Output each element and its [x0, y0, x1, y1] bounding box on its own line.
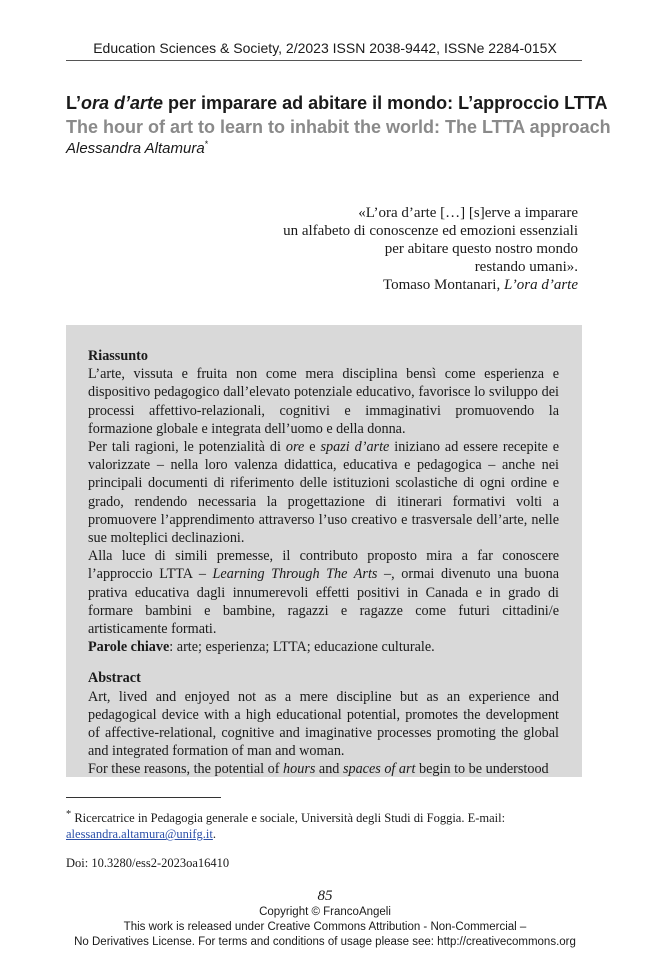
- text-run-italic: Learning Through The Arts: [212, 566, 378, 583]
- epigraph-line: restando umani».: [474, 259, 578, 275]
- keywords-line: [88, 638, 559, 656]
- doi: Doi: 10.3280/ess2-2023oa16410: [66, 856, 230, 870]
- text-run-italic: hours: [283, 761, 316, 778]
- author-name: Alessandra Altamura: [66, 140, 205, 157]
- page-number: 85: [317, 888, 333, 904]
- footnote: [66, 807, 582, 842]
- copyright-notice: [0, 905, 650, 950]
- title-italic-phrase: ora d’arte: [81, 93, 164, 113]
- riassunto-heading: Riassunto: [88, 348, 148, 364]
- title-rest: per imparare ad abitare il mondo: L’approccio LTTA: [163, 93, 608, 113]
- text-run: –, ormai divenuto una buona prativa educativa dagli innumerevoli effetti positivi in Canada e in grado di formare bambini e bambine, ragazzi e ragazze come futuri cittadini/e artisticamente formati.: [88, 566, 559, 638]
- keywords-label: Parole chiave: [88, 639, 170, 656]
- epigraph: [283, 204, 578, 294]
- article-title-english: The hour of art to learn to inhabit the world: The LTTA approach: [66, 117, 611, 137]
- epigraph-line: «L’ora d’arte […] [s]erve a imparare: [358, 205, 578, 221]
- abstract-heading: Abstract: [88, 670, 141, 687]
- riassunto-paragraph: L’arte, vissuta e fruita non come mera disciplina bensì come esperienza e dispositivo pedagogico dall’elevato potenziale educativo, favorisce lo sviluppo dei processi affettivo-relazionali, cognitivi e immaginativi promuovendo la formazione globale e integrata dell’uomo e della donna.: [88, 366, 559, 437]
- epigraph-source-author: Tomaso Montanari,: [382, 277, 504, 293]
- text-run: and: [315, 761, 343, 778]
- text-run-italic: spaces of art: [342, 761, 416, 778]
- epigraph-line: per abitare questo nostro mondo: [384, 241, 578, 257]
- text-run-italic: spazi d’arte: [320, 439, 390, 456]
- license-line: No Derivatives License. For terms and conditions of usage please see: http://creativecommons.org: [74, 936, 576, 948]
- text-run: Alla luce di simili premesse, il contributo proposto mira a far conoscere l’approccio LTTA –: [88, 548, 559, 583]
- article-title-italian: [66, 93, 607, 114]
- author-footnote-mark: *: [204, 139, 209, 149]
- copyright-line: Copyright © FrancoAngeli: [259, 906, 391, 918]
- abstract-paragraph: Art, lived and enjoyed not as a mere discipline but as an experience and pedagogical device with a high educational potential, promotes the development of affective-relational, cognitive and imaginative processes promoting the global and integrated formation of man and woman.: [88, 688, 559, 760]
- journal-header: Education Sciences & Society, 2/2023 ISSN 2038-9442, ISSNe 2284-015X: [93, 40, 557, 56]
- title-prefix: L’: [66, 93, 82, 113]
- text-run: Per tali ragioni, le potenzialità di: [88, 439, 286, 456]
- keywords-list: : arte; esperienza; LTTA; educazione culturale.: [169, 639, 435, 656]
- license-line: This work is released under Creative Commons Attribution - Non-Commercial –: [123, 921, 527, 933]
- abstract-paragraph: [88, 760, 559, 778]
- text-run-italic: ore: [285, 439, 305, 456]
- abstract-content: [88, 347, 559, 779]
- footnote-mark: *: [66, 809, 72, 820]
- header-rule: [66, 60, 582, 61]
- footnote-rule: [66, 797, 221, 798]
- footnote-text: Ricercatrice in Pedagogia generale e sociale, Università degli Studi di Foggia. E-mail:: [71, 811, 506, 826]
- email-link[interactable]: alessandra.altamura@unifg.it: [66, 827, 213, 842]
- author-line: [66, 139, 208, 157]
- footnote-end: .: [212, 827, 216, 842]
- epigraph-source: [283, 276, 578, 294]
- epigraph-source-work: L’ora d’arte: [503, 277, 578, 293]
- text-run: iniziano ad essere recepite e valorizzate – nella loro valenza didattica, educativa e pedagogica – anche nei principali documenti di riferimento delle istituzioni scolastiche di ogni ordine e grado, rendendo necessaria la progettazione di itinerari formativi volti a promuovere l’apprendimento attraverso l’uso creativo e trasversale dell’arte, nelle sue molteplici declinazioni.: [88, 439, 559, 547]
- text-run: begin to be understood: [415, 761, 549, 778]
- riassunto-paragraph: [88, 438, 559, 547]
- text-run: For these reasons, the potential of: [88, 761, 284, 778]
- text-run: e: [304, 439, 321, 456]
- epigraph-line: un alfabeto di conoscenze ed emozioni essenziali: [283, 223, 578, 239]
- abstract-box: [66, 325, 582, 777]
- riassunto-paragraph: [88, 547, 559, 638]
